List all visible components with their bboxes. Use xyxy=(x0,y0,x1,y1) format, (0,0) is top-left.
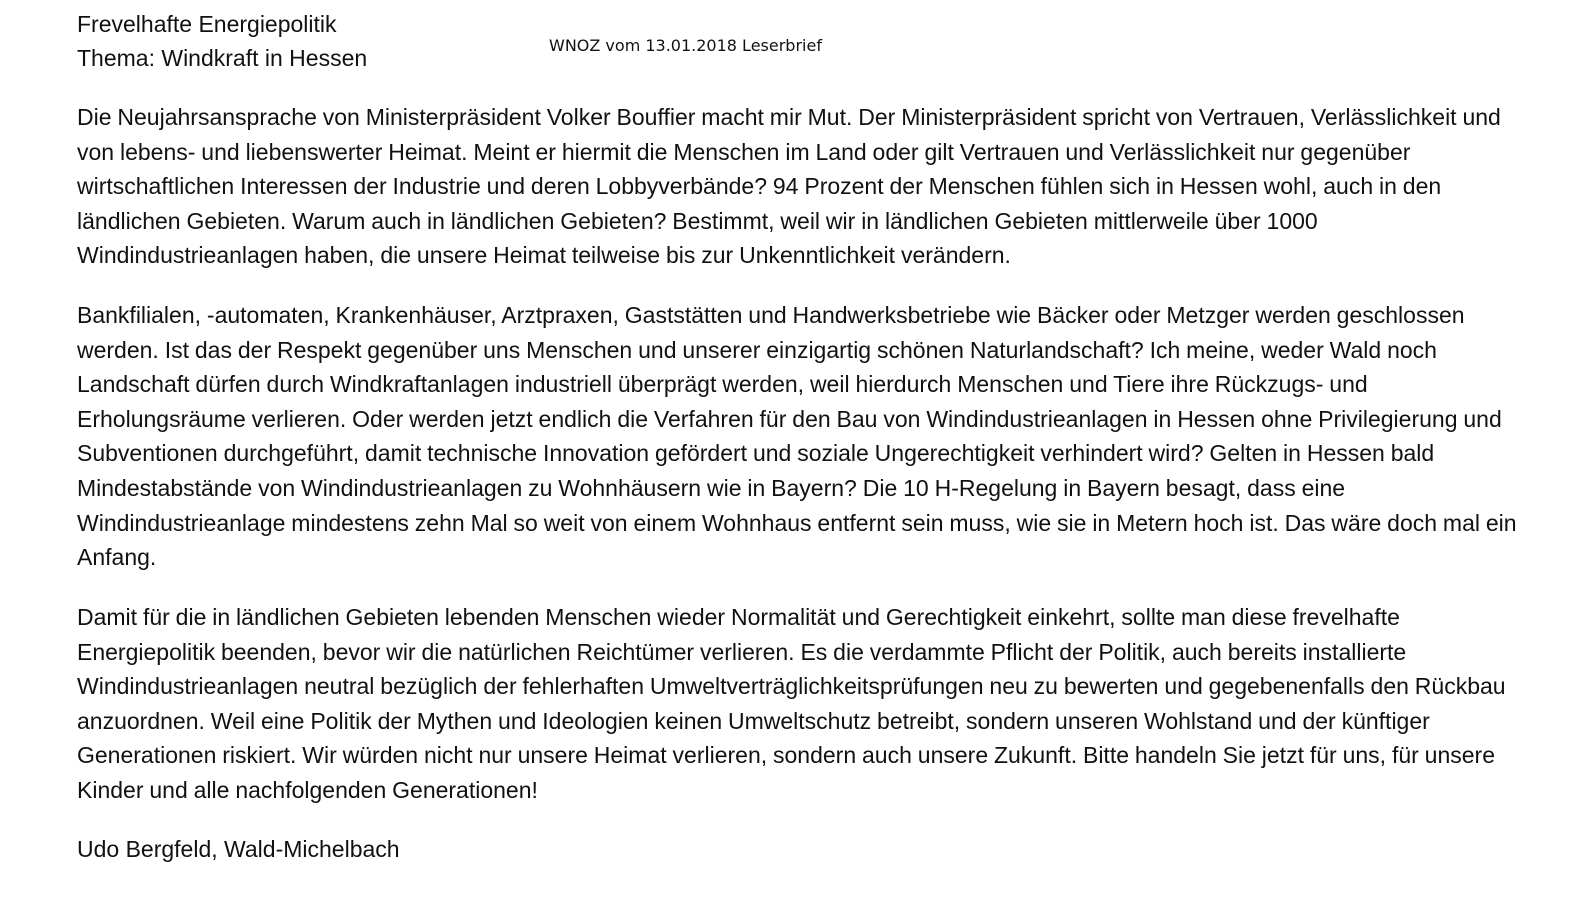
letter-title: Frevelhafte Energiepolitik xyxy=(77,11,337,37)
letter-topic: Thema: Windkraft in Hessen xyxy=(77,45,368,71)
paragraph-1: Die Neujahrsansprache von Ministerpräsident Volker Bouffier macht mir Mut. Der Ministerpräsident spricht von Vertrauen, Verlässlichkeit und von lebens- und liebenswerter Heimat. Meint er hiermit die Menschen im Land oder gilt Vertrauen und Verlässlichkeit nur gegenüber wirtschaftlichen Interessen der Industrie und deren Lobbyverbände? 94 Prozent der Menschen fühlen sich in Hessen wohl, auch in den ländlichen Gebieten. Warum auch in ländlichen Gebieten? Bestimmt, weil wir in ländlichen Gebieten mittlerweile über 1000 Windindustrieanlagen haben, die unsere Heimat teilweise bis zur Unkenntlichkeit verändern. xyxy=(77,104,1501,269)
source-note: WNOZ vom 13.01.2018 Leserbrief xyxy=(549,36,822,55)
paragraph-2: Bankfilialen, -automaten, Krankenhäuser, Arztpraxen, Gaststätten und Handwerksbetriebe wie Bäcker oder Metzger werden geschlossen werden. Ist das der Respekt gegenüber uns Menschen und unserer einzigartig schönen Naturlandschaft? Ich meine, weder Wald noch Landschaft dürfen durch Windkraftanlagen industriell überprägt werden, weil hierdurch Menschen und Tiere ihre Rückzugs- und Erholungsräume verlieren. Oder werden jetzt endlich die Verfahren für den Bau von Windindustrieanlagen in Hessen ohne Privilegierung und Subventionen durchgeführt, damit technische Innovation gefördert und soziale Ungerechtigkeit verhindert wird? Gelten in Hessen bald Mindestabstände von Windindustrieanlagen zu Wohnhäusern wie in Bayern? Die 10 H-Regelung in Bayern besagt, dass eine Windindustrieanlage mindestens zehn Mal so weit von einem Wohnhaus entfernt sein muss, wie sie in Metern hoch ist. Das wäre doch mal ein Anfang. xyxy=(77,302,1517,571)
author-signature: Udo Bergfeld, Wald-Michelbach xyxy=(77,836,400,862)
paragraph-3: Damit für die in ländlichen Gebieten lebenden Menschen wieder Normalität und Gerechtigkeit einkehrt, sollte man diese frevelhafte Energiepolitik beenden, bevor wir die natürlichen Reichtümer verlieren. Es die verdammte Pflicht der Politik, auch bereits installierte Windindustrieanlagen neutral bezüglich der fehlerhaften Umweltverträglichkeitsprüfungen neu zu bewerten und gegebenenfalls den Rückbau anzuordnen. Weil eine Politik der Mythen und Ideologien keinen Umweltschutz betreibt, sondern unseren Wohlstand und der künftiger Generationen riskiert. Wir würden nicht nur unsere Heimat verlieren, sondern auch unsere Zukunft. Bitte handeln Sie jetzt für uns, für unsere Kinder und alle nachfolgenden Generationen! xyxy=(77,604,1506,803)
